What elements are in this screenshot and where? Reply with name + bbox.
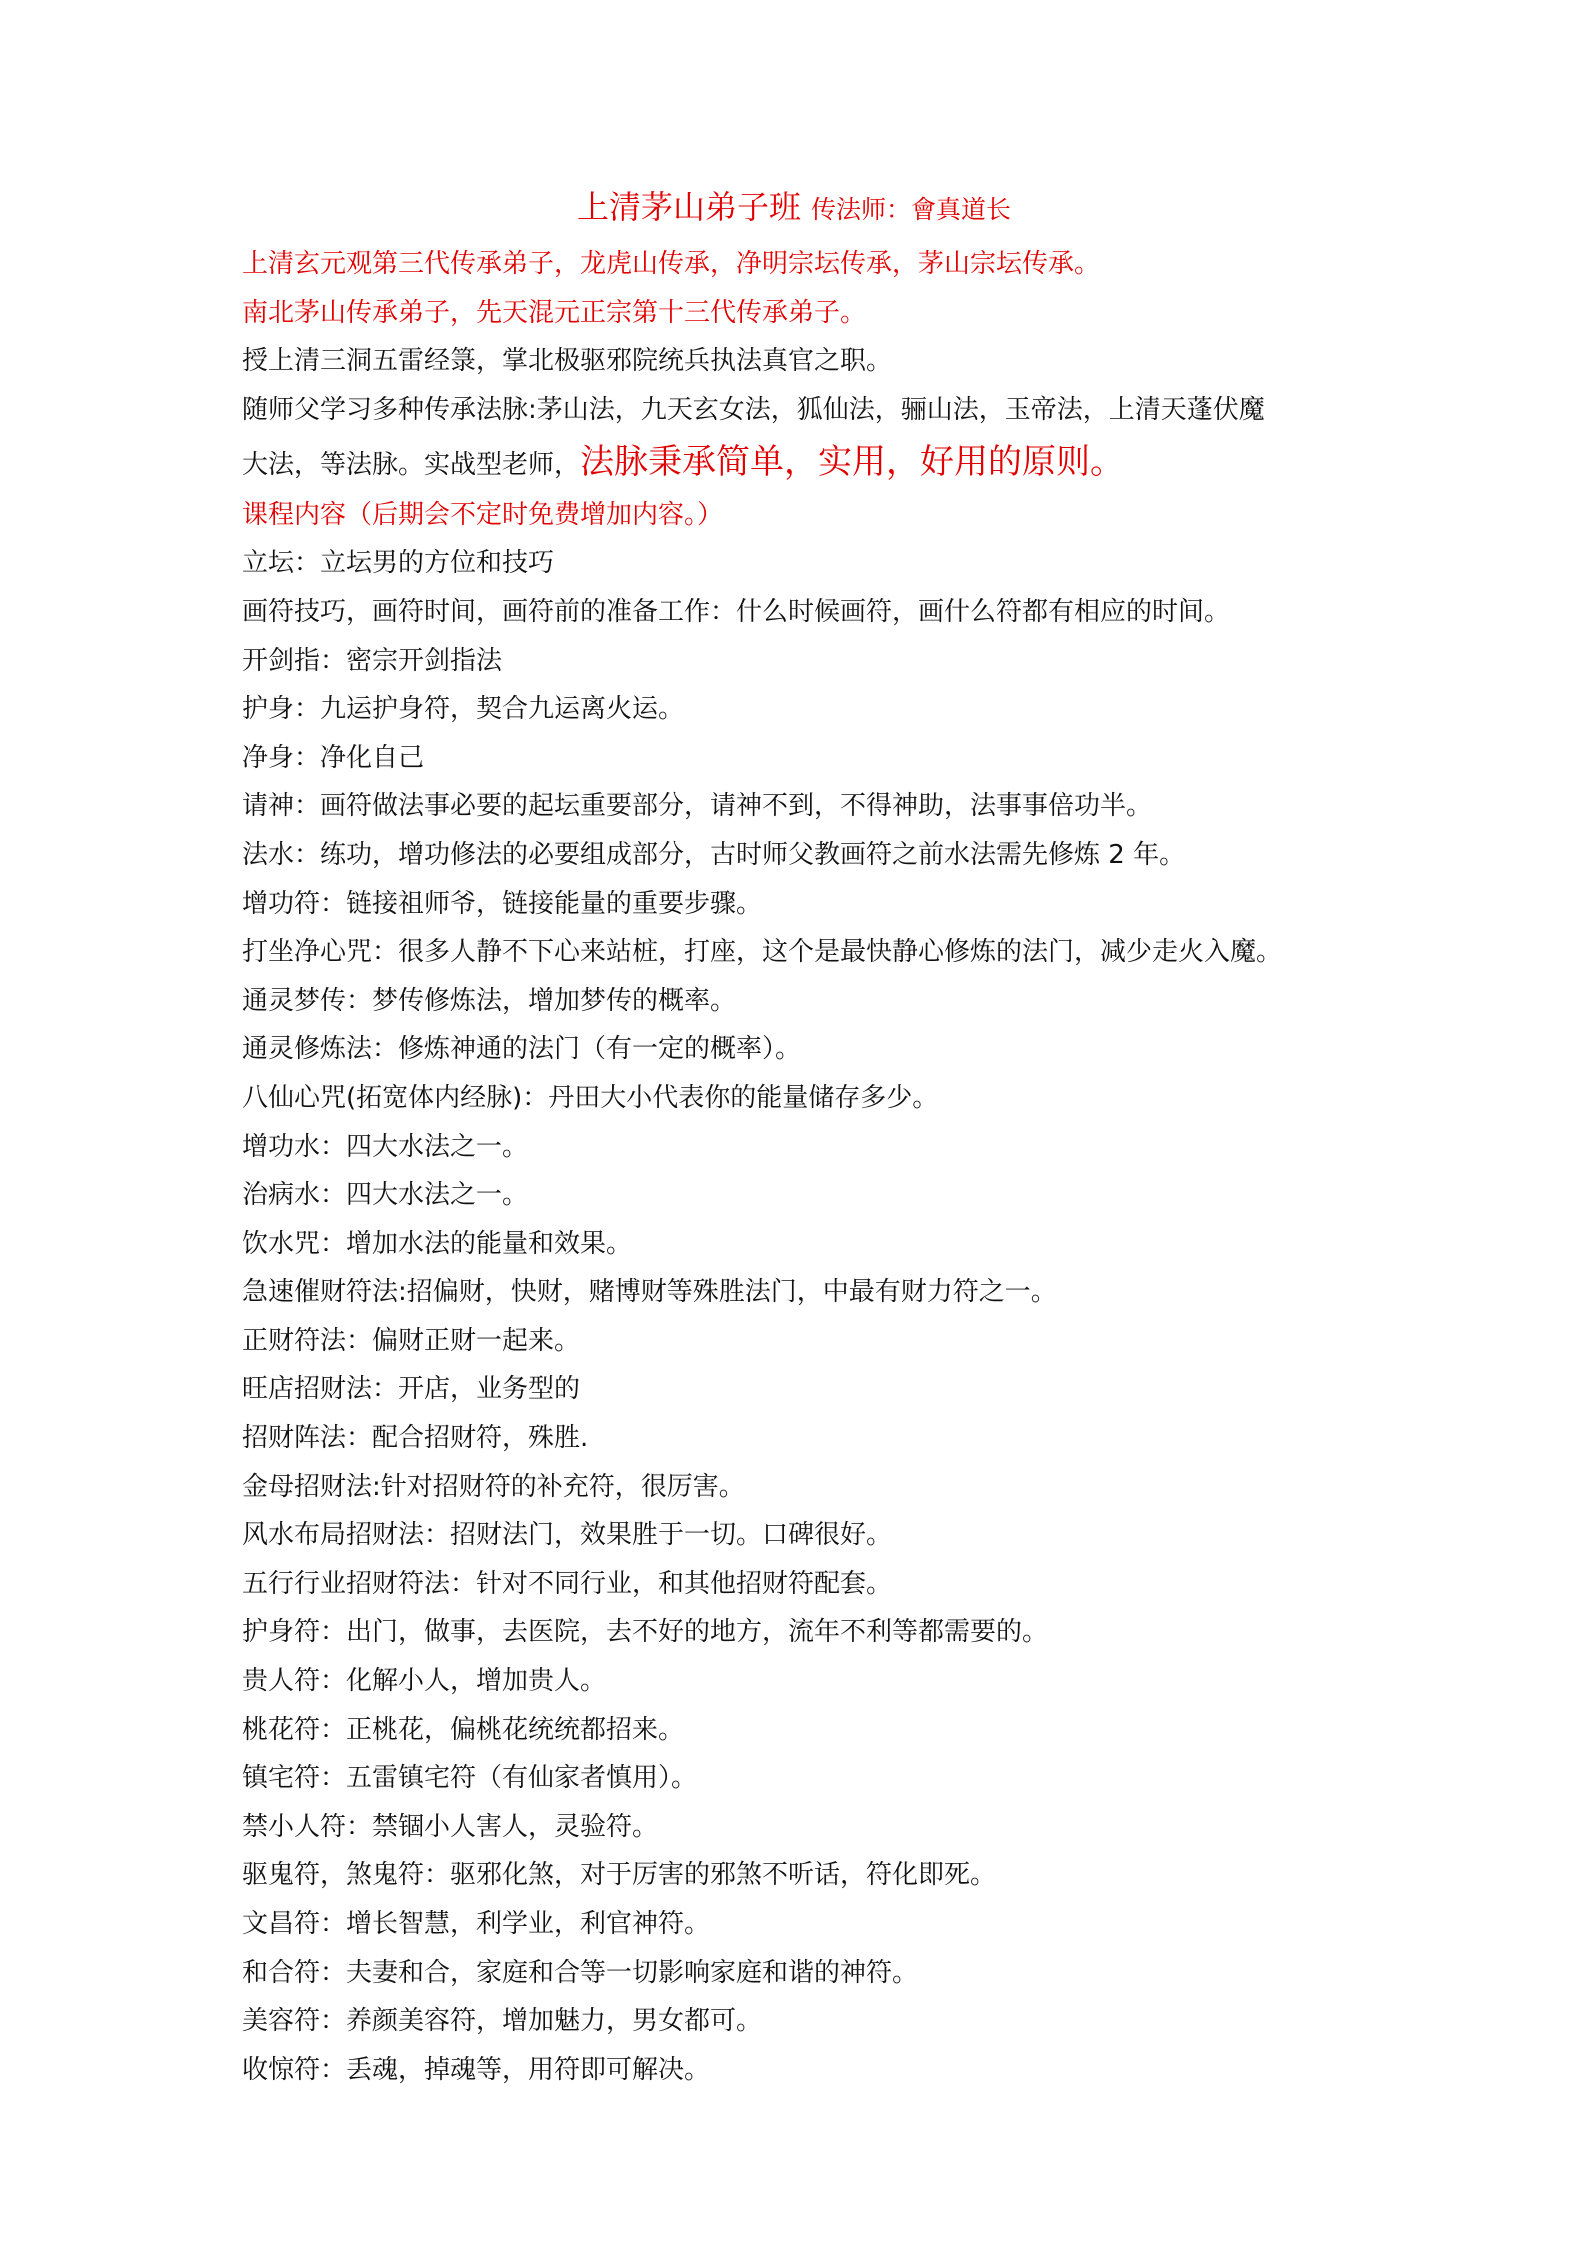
course-item: 桃花符：正桃花，偏桃花统统都招来。	[242, 1714, 685, 1745]
title-main: 上清茅山弟子班	[576, 188, 801, 226]
course-item-list	[242, 539, 1362, 2094]
course-item: 正财符法：偏财正财一起来。	[242, 1325, 581, 1356]
course-item: 法水：练功，增功修法的必要组成部分，古时师父教画符之前水法需先修炼 2 年。	[242, 839, 1186, 870]
intro-lineage-line: 南北茅山传承弟子，先天混元正宗第十三代传承弟子。	[242, 297, 867, 328]
course-item: 净身：净化自己	[242, 742, 425, 773]
course-item: 美容符：养颜美容符，增加魅力，男女都可。	[242, 2006, 763, 2037]
course-item: 风水布局招财法：招财法门，效果胜于一切。口碑很好。	[242, 1520, 893, 1551]
course-item: 请神：画符做法事必要的起坛重要部分，请神不到，不得神助，法事事倍功半。	[242, 791, 1153, 822]
course-item: 禁小人符：禁锢小人害人，灵验符。	[242, 1811, 659, 1842]
title-teacher: 传法师：會真道长	[811, 195, 1012, 224]
document-body	[242, 240, 1362, 2094]
course-item: 增功符：链接祖师爷，链接能量的重要步骤。	[242, 888, 763, 919]
intro-dharma-lines: 随师父学习多种传承法脉:茅山法，九天玄女法，狐仙法，骊山法，玉帝法，上清天蓬伏魔	[242, 394, 1265, 425]
intro-lineage-line: 上清玄元观第三代传承弟子，龙虎山传承，净明宗坛传承，茅山宗坛传承。	[242, 249, 1101, 279]
course-heading: 课程内容（后期会不定时免费增加内容。）	[242, 499, 724, 530]
course-item: 收惊符：丢魂，掉魂等，用符即可解决。	[242, 2054, 711, 2085]
course-item: 通灵梦传：梦传修炼法，增加梦传的概率。	[242, 985, 737, 1016]
intro-teacher-prefix: 大法，等法脉。实战型老师，	[242, 449, 581, 480]
intro-title-line: 授上清三洞五雷经箓，掌北极驱邪院统兵执法真官之职。	[242, 346, 893, 377]
course-item: 增功水：四大水法之一。	[242, 1131, 529, 1162]
course-item: 画符技巧，画符时间，画符前的准备工作：什么时候画符，画什么符都有相应的时间。	[242, 596, 1231, 627]
course-item: 招财阵法：配合招财符，殊胜.	[242, 1423, 589, 1454]
course-item: 金母招财法:针对招财符的补充符，很厉害。	[242, 1471, 745, 1502]
course-item: 八仙心咒(拓宽体内经脉)：丹田大小代表你的能量储存多少。	[242, 1082, 939, 1113]
intro-principle-emphasis: 法脉秉承简单，实用，好用的原则。	[580, 441, 1125, 482]
course-item: 急速催财符法:招偏财，快财，赌博财等殊胜法门，中最有财力符之一。	[242, 1277, 1057, 1308]
course-item: 立坛：立坛男的方位和技巧	[242, 548, 555, 579]
course-item: 通灵修炼法：修炼神通的法门（有一定的概率）。	[242, 1034, 802, 1065]
course-item: 五行行业招财符法：针对不同行业，和其他招财符配套。	[242, 1568, 893, 1599]
document-title	[0, 182, 1588, 228]
course-item: 打坐净心咒：很多人静不下心来站桩，打座，这个是最快静心修炼的法门，减少走火入魔。	[242, 937, 1283, 968]
course-item: 贵人符：化解小人，增加贵人。	[242, 1666, 607, 1697]
course-item: 文昌符：增长智慧，利学业，利官神符。	[242, 1909, 711, 1939]
intro-teacher-style	[242, 436, 1362, 491]
course-item: 护身符：出门，做事，去医院，去不好的地方，流年不利等都需要的。	[242, 1617, 1049, 1648]
course-item: 和合符：夫妻和合，家庭和合等一切影响家庭和谐的神符。	[242, 1957, 919, 1988]
course-item: 饮水咒：增加水法的能量和效果。	[242, 1228, 633, 1259]
course-item: 护身：九运护身符，契合九运离火运。	[242, 694, 685, 725]
course-item: 镇宅符：五雷镇宅符（有仙家者慎用）。	[242, 1763, 698, 1794]
course-item: 旺店招财法：开店，业务型的	[242, 1374, 581, 1405]
course-item: 治病水：四大水法之一。	[242, 1180, 529, 1211]
course-item: 驱鬼符，煞鬼符：驱邪化煞，对于厉害的邪煞不听话，符化即死。	[242, 1860, 997, 1891]
course-item: 开剑指：密宗开剑指法	[242, 645, 503, 676]
